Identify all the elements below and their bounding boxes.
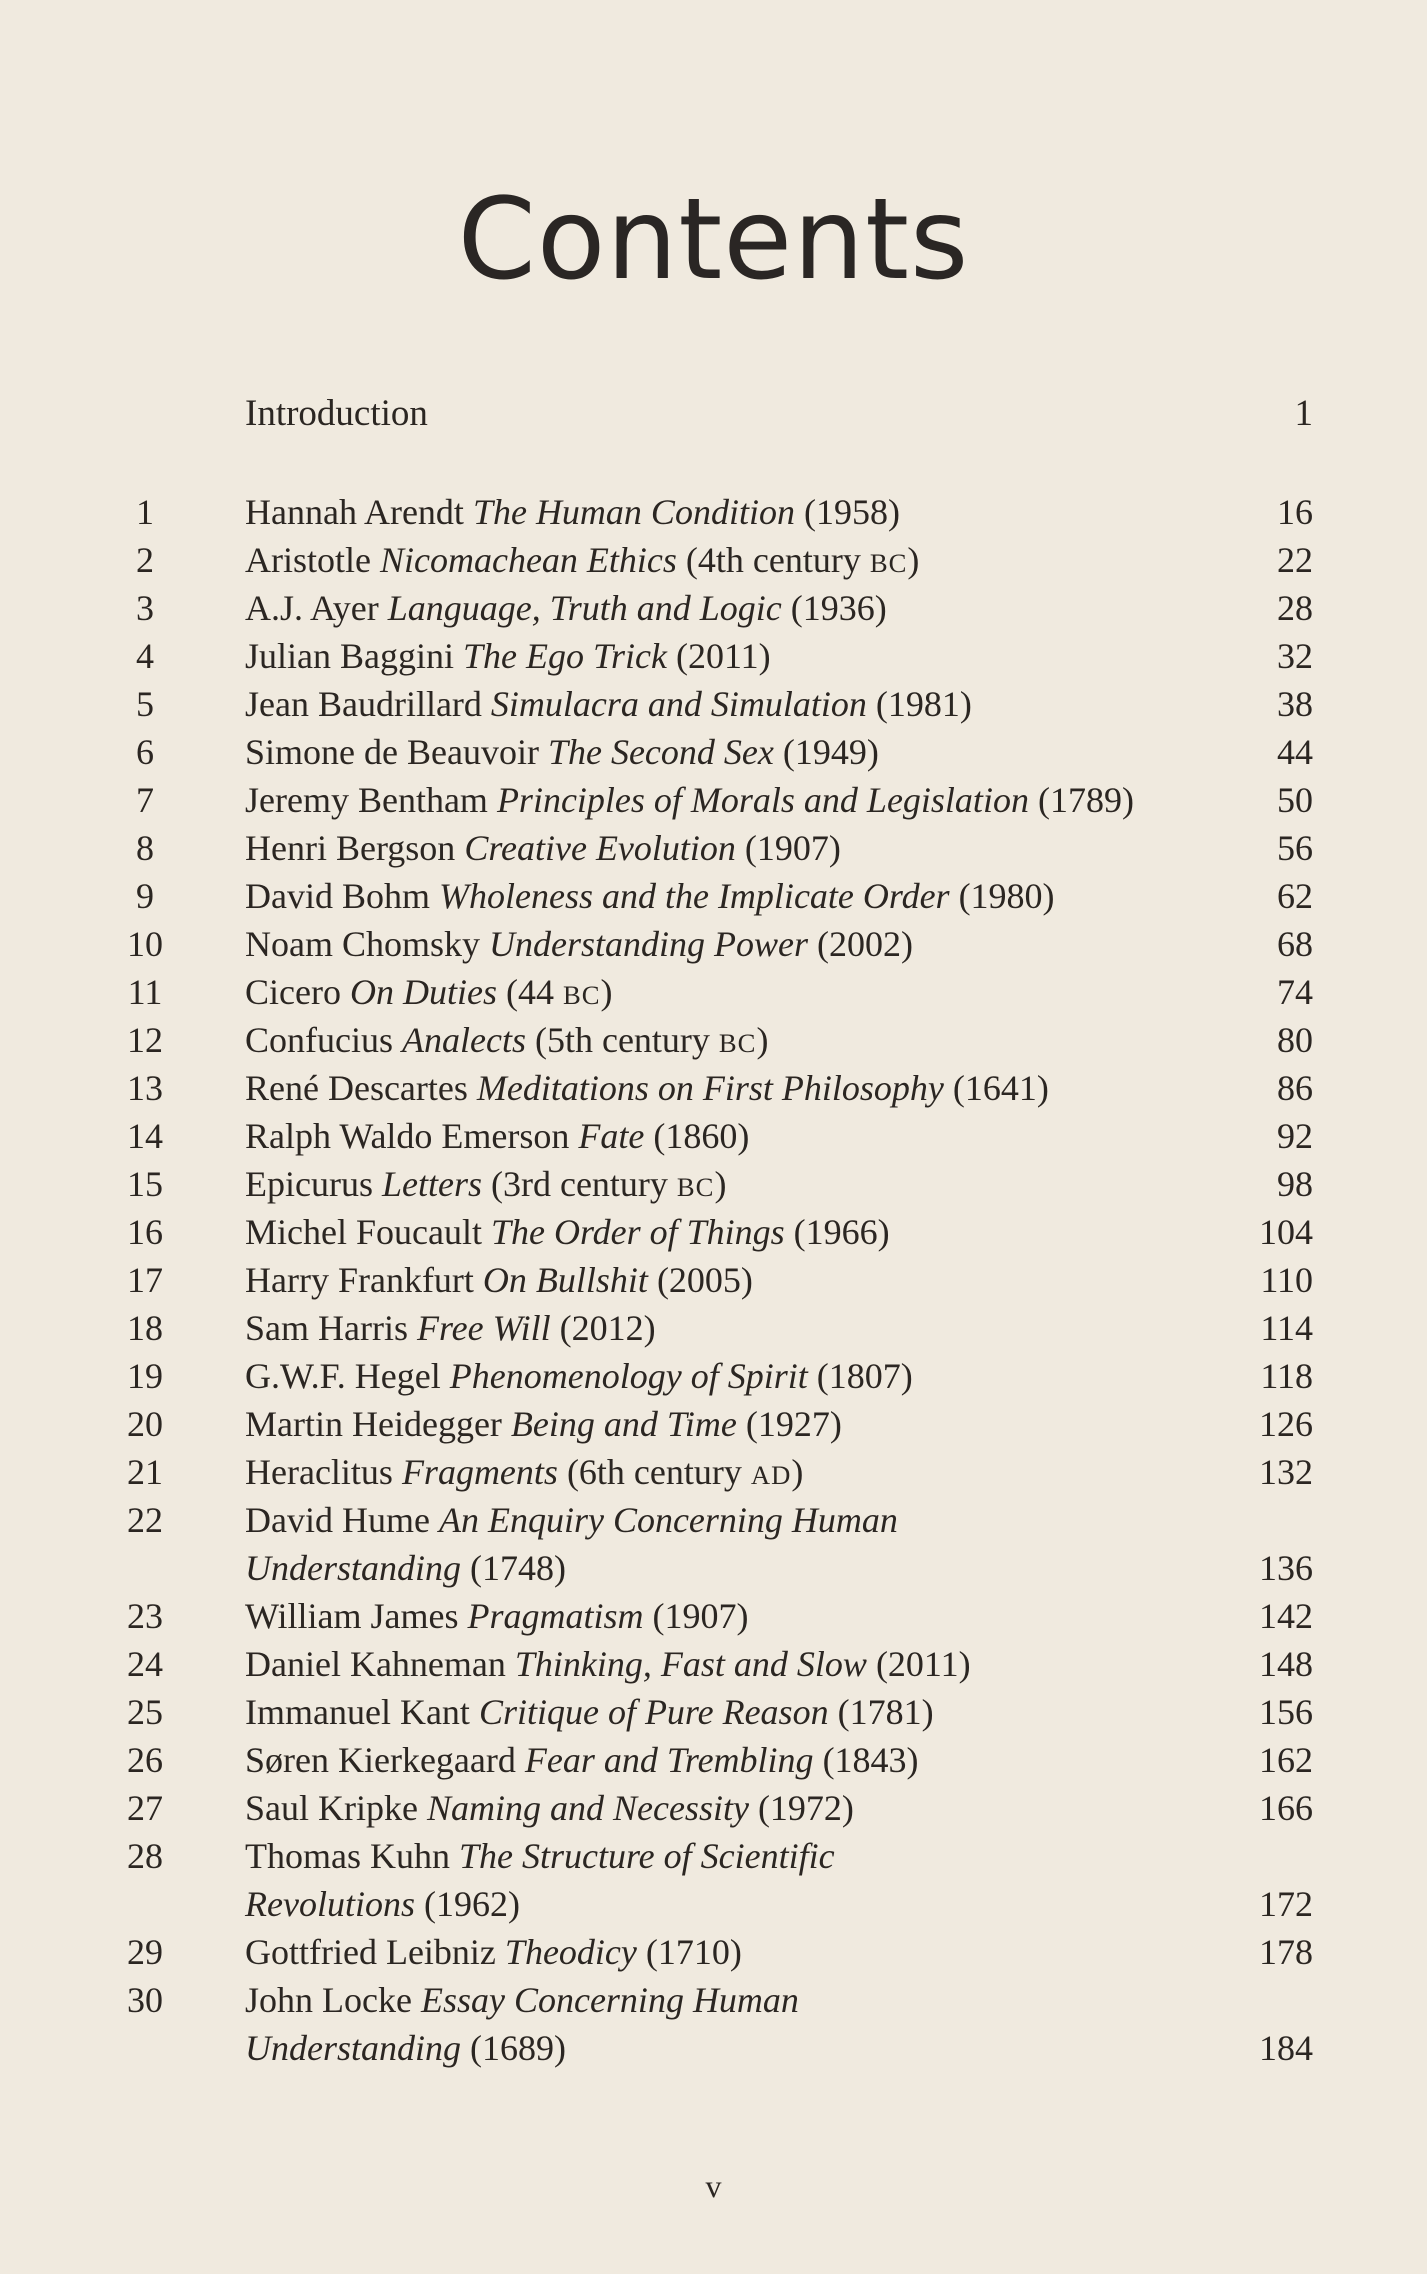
chapter-number: 30 (127, 1980, 163, 2020)
publication-date: (1907) (744, 828, 841, 868)
work-title: Simulacra and Simulation (490, 684, 867, 724)
work-title: The Second Sex (547, 732, 774, 772)
work-title: Theodicy (504, 1932, 637, 1972)
work-title: Critique of Pure Reason (478, 1692, 829, 1732)
work-title: An Enquiry Concerning Human (438, 1500, 898, 1540)
work-title: Letters (381, 1164, 482, 1204)
page-reference: 80 (1277, 1020, 1313, 1060)
toc-entry (110, 1784, 1313, 1832)
author-name: Sam Harris (245, 1308, 408, 1348)
chapter-number: 26 (127, 1740, 163, 1780)
toc-entry-line (110, 536, 1313, 584)
page-reference: 126 (1259, 1404, 1313, 1444)
era-marker: BC (562, 980, 601, 1010)
toc-entry-line (110, 1976, 1313, 2024)
publication-date: (2011) (875, 1644, 971, 1684)
page-reference: 148 (1259, 1644, 1313, 1684)
work-title: Understanding Power (489, 924, 809, 964)
toc-entry-line (110, 680, 1313, 728)
entry-title (245, 1592, 749, 1640)
publication-date: (44 (505, 972, 554, 1012)
entry-title (245, 1496, 898, 1544)
entry-title (245, 1928, 742, 1976)
toc-entry (110, 968, 1313, 1016)
entry-title-continued (245, 1880, 520, 1928)
chapter-number: 4 (136, 636, 154, 676)
date-close: ) (714, 1164, 727, 1204)
work-title: Being and Time (510, 1404, 737, 1444)
toc-entry-line (110, 1400, 1313, 1448)
chapter-number: 17 (127, 1260, 163, 1300)
entry-title (245, 1640, 971, 1688)
author-name: Hannah Arendt (245, 492, 464, 532)
toc-list (110, 488, 1313, 2072)
page-reference: 166 (1259, 1788, 1313, 1828)
toc-entry-line (110, 776, 1313, 824)
page-number: v (705, 2168, 722, 2204)
publication-date: (1927) (745, 1404, 842, 1444)
work-title: Wholeness and the Implicate Order (439, 876, 950, 916)
toc-entry (110, 1832, 1313, 1928)
work-title: Naming and Necessity (426, 1788, 749, 1828)
work-title: Thinking, Fast and Slow (514, 1644, 867, 1684)
entry-title (245, 488, 900, 536)
chapter-number: 10 (127, 924, 163, 964)
entry-title (245, 1016, 768, 1067)
publication-date: (1710) (645, 1932, 742, 1972)
toc-entry-line (110, 488, 1313, 536)
chapter-number: 11 (127, 972, 163, 1012)
publication-date: (1748) (470, 1548, 566, 1588)
date-close: ) (791, 1452, 804, 1492)
era-marker: BC (676, 1172, 715, 1202)
toc-entry-line (110, 872, 1313, 920)
entry-title (245, 1976, 799, 2024)
toc-entry (110, 1976, 1313, 2072)
page-reference: 22 (1277, 540, 1313, 580)
chapter-number: 18 (127, 1308, 163, 1348)
work-title-continued: Revolutions (245, 1884, 415, 1924)
toc-entry (110, 1256, 1313, 1304)
author-name: Ralph Waldo Emerson (245, 1116, 570, 1156)
toc-entry (110, 920, 1313, 968)
toc-entry-line (110, 1688, 1313, 1736)
toc-entry (110, 728, 1313, 776)
work-title: The Human Condition (472, 492, 795, 532)
toc-entry (110, 1928, 1313, 1976)
publication-date: (1807) (816, 1356, 913, 1396)
entry-title (245, 872, 1055, 920)
work-title: The Ego Trick (463, 636, 667, 676)
publication-date: (1958) (803, 492, 900, 532)
publication-date: (2002) (817, 924, 913, 964)
toc-entry (110, 1016, 1313, 1064)
entry-title (245, 1688, 934, 1736)
publication-date: (1781) (837, 1692, 934, 1732)
toc-entry (110, 1064, 1313, 1112)
toc-entry (110, 584, 1313, 632)
toc-entry-line (110, 1064, 1313, 1112)
toc-entry (110, 1688, 1313, 1736)
entry-title (245, 680, 972, 728)
entry-title (245, 824, 841, 872)
publication-date: (1860) (653, 1116, 750, 1156)
page-reference: 104 (1259, 1212, 1313, 1252)
toc-entry (110, 824, 1313, 872)
date-close: ) (600, 972, 613, 1012)
toc-entry (110, 488, 1313, 536)
entry-title (245, 1352, 913, 1400)
date-close: ) (907, 540, 920, 580)
entry-title (245, 1736, 919, 1784)
work-title: Essay Concerning Human (420, 1980, 799, 2020)
toc-entry (110, 1352, 1313, 1400)
chapter-number: 15 (127, 1164, 163, 1204)
toc-entry-line (110, 1016, 1313, 1064)
entry-title (245, 536, 919, 587)
chapter-number: 29 (127, 1932, 163, 1972)
publication-date: (1843) (822, 1740, 919, 1780)
entry-title (245, 1304, 656, 1352)
work-title: Meditations on First Philosophy (476, 1068, 944, 1108)
date-close: ) (756, 1020, 769, 1060)
chapter-number: 9 (136, 876, 154, 916)
toc-entry (110, 1208, 1313, 1256)
toc-entry (110, 1448, 1313, 1496)
entry-title-continued (245, 1544, 566, 1592)
publication-date: (1966) (793, 1212, 890, 1252)
introduction-label: Introduction (245, 393, 428, 434)
author-name: David Bohm (245, 876, 430, 916)
chapter-number: 16 (127, 1212, 163, 1252)
toc-entry-line (110, 1784, 1313, 1832)
entry-title (245, 584, 887, 632)
author-name: Simone de Beauvoir (245, 732, 539, 772)
page-reference: 142 (1259, 1596, 1313, 1636)
toc-entry-line (110, 2024, 1313, 2072)
work-title: Fear and Trembling (524, 1740, 814, 1780)
page-title: Contents (457, 175, 970, 305)
page-reference: 114 (1260, 1308, 1313, 1348)
toc-entry-line (110, 824, 1313, 872)
chapter-number: 27 (127, 1788, 163, 1828)
entry-title (245, 1160, 726, 1211)
work-title: Creative Evolution (464, 828, 736, 868)
publication-date: (1641) (952, 1068, 1049, 1108)
toc-entry-line (110, 1112, 1313, 1160)
toc-entry-line (110, 1592, 1313, 1640)
author-name: Cicero (245, 972, 341, 1012)
page-reference: 162 (1259, 1740, 1313, 1780)
publication-date: (1949) (782, 732, 879, 772)
work-title: Language, Truth and Logic (387, 588, 782, 628)
author-name: Jean Baudrillard (245, 684, 482, 724)
publication-date: (2011) (676, 636, 771, 676)
page-reference: 68 (1277, 924, 1313, 964)
entry-title (245, 1784, 854, 1832)
toc-entry (110, 1592, 1313, 1640)
chapter-number: 14 (127, 1116, 163, 1156)
entry-title (245, 1400, 842, 1448)
publication-date: (6th century (566, 1452, 742, 1492)
author-name: Michel Foucault (245, 1212, 482, 1252)
chapter-number: 12 (127, 1020, 163, 1060)
chapter-number: 22 (127, 1500, 163, 1540)
author-name: Saul Kripke (245, 1788, 418, 1828)
toc-entry (110, 1496, 1313, 1592)
page-reference: 28 (1277, 588, 1313, 628)
era-marker: BC (869, 548, 908, 578)
entry-title (245, 632, 771, 680)
toc-entry-line (110, 1544, 1313, 1592)
toc-entry-line (110, 584, 1313, 632)
chapter-number: 25 (127, 1692, 163, 1732)
author-name: Julian Baggini (245, 636, 454, 676)
toc-entry-line (110, 1352, 1313, 1400)
entry-title-continued (245, 2024, 566, 2072)
entry-title (245, 1448, 803, 1499)
toc-entry-line (110, 920, 1313, 968)
toc-entry-line (110, 1304, 1313, 1352)
author-name: Daniel Kahneman (245, 1644, 506, 1684)
work-title: Analects (402, 1020, 526, 1060)
author-name: Gottfried Leibniz (245, 1932, 496, 1972)
page-reference: 156 (1259, 1692, 1313, 1732)
chapter-number: 2 (136, 540, 154, 580)
chapter-number: 6 (136, 732, 154, 772)
page-reference: 50 (1277, 780, 1313, 820)
author-name: René Descartes (245, 1068, 468, 1108)
work-title: Free Will (416, 1308, 551, 1348)
page-reference: 178 (1259, 1932, 1313, 1972)
publication-date: (1972) (757, 1788, 854, 1828)
author-name: Aristotle (245, 540, 371, 580)
toc-entry (110, 1640, 1313, 1688)
toc-entry (110, 632, 1313, 680)
chapter-number: 21 (127, 1452, 163, 1492)
toc-entry-line (110, 968, 1313, 1016)
publication-date: (1962) (423, 1884, 520, 1924)
author-name: Henri Bergson (245, 828, 456, 868)
page-reference: 38 (1277, 684, 1313, 724)
entry-title (245, 1112, 749, 1160)
toc-entry-line (110, 1448, 1313, 1496)
toc-entry-line (110, 1208, 1313, 1256)
author-name: Confucius (245, 1020, 393, 1060)
toc-entry (110, 1112, 1313, 1160)
entry-title (245, 1064, 1049, 1112)
toc-entry-line (110, 728, 1313, 776)
publication-date: (1907) (652, 1596, 749, 1636)
toc-entry (110, 680, 1313, 728)
author-name: Immanuel Kant (245, 1692, 470, 1732)
chapter-number: 5 (136, 684, 154, 724)
page-reference: 16 (1277, 492, 1313, 532)
page-reference: 92 (1277, 1116, 1313, 1156)
work-title: The Structure of Scientific (458, 1836, 835, 1876)
chapter-number: 19 (127, 1356, 163, 1396)
toc-entry-line (110, 1736, 1313, 1784)
work-title: Fate (578, 1116, 645, 1156)
publication-date: (2012) (559, 1308, 656, 1348)
page-reference: 86 (1277, 1068, 1313, 1108)
publication-date: (1936) (790, 588, 887, 628)
toc-entry (110, 536, 1313, 584)
chapter-number: 23 (127, 1596, 163, 1636)
page-reference: 184 (1259, 2028, 1313, 2068)
chapter-number: 20 (127, 1404, 163, 1444)
chapter-number: 8 (136, 828, 154, 868)
work-title: Phenomenology of Spirit (449, 1356, 808, 1396)
page-reference: 118 (1260, 1356, 1313, 1396)
toc-entry-line (110, 1256, 1313, 1304)
work-title: Nicomachean Ethics (379, 540, 677, 580)
page-reference: 44 (1277, 732, 1313, 772)
toc-entry (110, 776, 1313, 824)
introduction-page: 1 (1294, 393, 1313, 434)
author-name: A.J. Ayer (245, 588, 379, 628)
toc-entry-line (110, 1880, 1313, 1928)
entry-title (245, 920, 913, 968)
page-reference: 56 (1277, 828, 1313, 868)
chapter-number: 3 (136, 588, 154, 628)
toc-entry-line (110, 632, 1313, 680)
publication-date: (1981) (875, 684, 972, 724)
entry-title (245, 1256, 753, 1304)
page-reference: 74 (1277, 972, 1313, 1012)
chapter-number: 1 (136, 492, 154, 532)
work-title: The Order of Things (490, 1212, 785, 1252)
entry-title (245, 1832, 835, 1880)
page-reference: 98 (1277, 1164, 1313, 1204)
toc-entry (110, 1400, 1313, 1448)
toc-entry (110, 1304, 1313, 1352)
publication-date: (1789) (1037, 780, 1134, 820)
page-reference: 136 (1259, 1548, 1313, 1588)
work-title: Fragments (401, 1452, 558, 1492)
author-name: David Hume (245, 1500, 430, 1540)
page-reference: 62 (1277, 876, 1313, 916)
author-name: Thomas Kuhn (245, 1836, 450, 1876)
author-name: William James (245, 1596, 459, 1636)
author-name: Heraclitus (245, 1452, 393, 1492)
author-name: Søren Kierkegaard (245, 1740, 516, 1780)
chapter-number: 28 (127, 1836, 163, 1876)
author-name: Noam Chomsky (245, 924, 481, 964)
author-name: Harry Frankfurt (245, 1260, 474, 1300)
chapter-number: 13 (127, 1068, 163, 1108)
publication-date: (1980) (958, 876, 1055, 916)
toc-entry (110, 1160, 1313, 1208)
publication-date: (2005) (656, 1260, 753, 1300)
entry-title (245, 776, 1134, 824)
entry-title (245, 728, 879, 776)
toc-entry-line (110, 1928, 1313, 1976)
chapter-number: 24 (127, 1644, 163, 1684)
work-title: Pragmatism (467, 1596, 644, 1636)
work-title: On Bullshit (482, 1260, 648, 1300)
toc-entry-line (110, 1832, 1313, 1880)
publication-date: (4th century (685, 540, 861, 580)
author-name: Jeremy Bentham (245, 780, 488, 820)
page-reference: 132 (1259, 1452, 1313, 1492)
author-name: Epicurus (245, 1164, 373, 1204)
chapter-number: 7 (136, 780, 154, 820)
publication-date: (1689) (470, 2028, 566, 2068)
page-reference: 110 (1260, 1260, 1313, 1300)
work-title: On Duties (349, 972, 497, 1012)
work-title-continued: Understanding (245, 1548, 461, 1588)
author-name: John Locke (245, 1980, 412, 2020)
toc-entry (110, 872, 1313, 920)
publication-date: (3rd century (490, 1164, 668, 1204)
entry-title (245, 1208, 890, 1256)
toc-entry-line (110, 1160, 1313, 1208)
era-marker: BC (718, 1028, 757, 1058)
toc-entry (110, 1736, 1313, 1784)
era-marker: AD (750, 1460, 792, 1490)
entry-title (245, 968, 613, 1019)
toc-entry-line (110, 1640, 1313, 1688)
toc-entry-line (110, 1496, 1313, 1544)
publication-date: (5th century (534, 1020, 710, 1060)
work-title: Principles of Morals and Legislation (496, 780, 1029, 820)
author-name: Martin Heidegger (245, 1404, 502, 1444)
page-reference: 172 (1259, 1884, 1313, 1924)
work-title-continued: Understanding (245, 2028, 461, 2068)
page-reference: 32 (1277, 636, 1313, 676)
author-name: G.W.F. Hegel (245, 1356, 441, 1396)
